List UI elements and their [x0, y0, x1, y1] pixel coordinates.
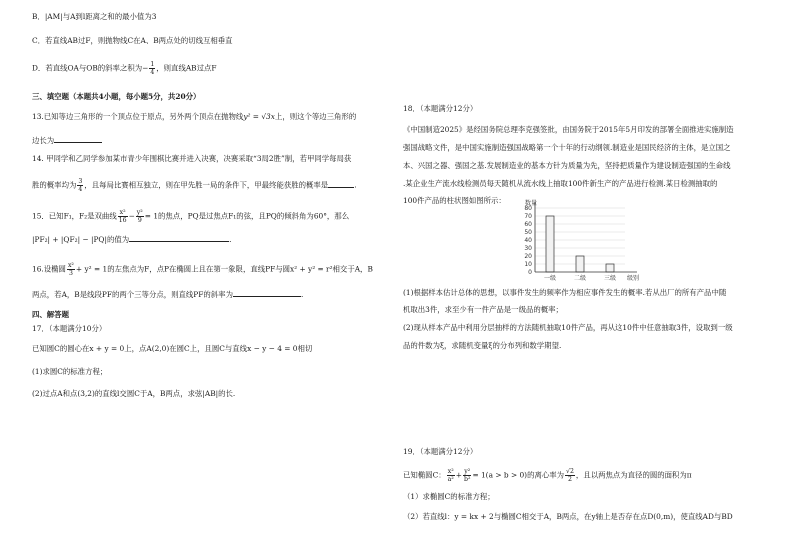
fraction-one-quarter: $\frac{1}{4}$ — [150, 61, 155, 76]
question-18-line1: 《中国制造2025》是经国务院总理李克强签批，由国务院于2015年5月印发的部署全面推进实施制造 — [403, 125, 734, 134]
question-13-line1: 13.已知等边三角形的一个顶点位于原点，另外两个顶点在抛物线y² = √3x上，则这个等边三角形的 — [32, 112, 357, 121]
bar-1 — [546, 216, 554, 272]
y-axis-title: 数量 — [524, 200, 538, 207]
option-d-tail: ，则直线AB过点F — [156, 63, 217, 73]
x-axis-title: 级别 — [626, 275, 640, 282]
parabola-equation: y² = √3x — [243, 112, 275, 121]
bar-chart — [515, 196, 645, 286]
question-14-line2: 胜的概率均为 $\frac{3}{4}$ ，且每局比赛相互独立，则在甲先胜一局的条件下，甲最终能获胜的概率是 . — [32, 178, 357, 193]
x-category-label: 三级 — [603, 275, 617, 282]
question-18-line3: 本、兴国之器、强国之基.发展制造业的基本方针为质量为先，坚持把质量作为建设制造强国的生命线 — [403, 161, 731, 170]
question-16-line2: 两点，若A，B是线段PF的两个三等分点，则直线PF的斜率为 . — [32, 290, 304, 299]
bar-2 — [576, 256, 584, 272]
fraction-three-quarters: $\frac{3}{4}$ — [78, 178, 83, 193]
question-18-part2-line1: (2)现从样本产品中利用分层抽样的方法随机抽取10件产品，再从这10件中任意抽取3件，设取到一级 — [403, 323, 733, 332]
option-c: C．若直线AB过F，则抛物线C在A、B两点处的切线互相垂直 — [32, 36, 233, 45]
answer-blank-16[interactable] — [233, 288, 301, 297]
fraction-y2-b2: $\frac{\text{y²}}{\text{b²}}$ — [463, 468, 471, 483]
answer-blank-15[interactable] — [129, 233, 229, 242]
question-17-part1: (1)求圆C的标准方程； — [32, 367, 108, 376]
bar-3 — [606, 264, 614, 272]
section-answer-title: 四、解答题 — [32, 310, 69, 319]
question-13-line2: 边长为 — [32, 134, 102, 146]
y-tick-label: 80 — [524, 205, 532, 212]
answer-blank-13[interactable] — [54, 134, 102, 143]
question-18-line2: 强国战略文件，是中国实施制造强国战略第一个十年的行动纲领.制造业是国民经济的主体，是立国之 — [403, 143, 731, 152]
y-tick-label: 0 — [528, 269, 532, 276]
question-18-header: 18．（本题满分12分） — [403, 104, 478, 113]
question-17-stem: 已知圆C的圆心在x + y = 0上，点A(2,0)在圆C上，且圆C与直线x − y − 4 = 0相切 — [32, 344, 313, 353]
y-tick-label: 70 — [524, 213, 532, 220]
question-17-header: 17．（本题满分10分） — [32, 324, 107, 333]
question-18-part1-line2: 机取出3件，求至少有一件产品是一级品的概率； — [403, 305, 563, 314]
option-b: B．|AM|与A到l距离之和的最小值为3 — [32, 12, 157, 21]
y-tick-label: 10 — [524, 261, 532, 268]
option-d — [32, 61, 217, 76]
option-d-text: D．若直线OA与OB的斜率之积为 — [32, 63, 143, 73]
answer-blank-14[interactable] — [328, 179, 354, 188]
y-tick-label: 60 — [524, 221, 532, 228]
question-14-line1: 14. 甲同学和乙同学参加某市青少年围棋比赛并进入决赛，决赛采取“3局2胜”制，若甲同学每局获 — [32, 154, 352, 163]
y-tick-label: 50 — [524, 229, 532, 236]
question-18-part1-line1: (1)根据样本估计总体的思想，以事件发生的频率作为相应事件发生的概率.若从出厂的所有产品中随 — [403, 288, 727, 297]
question-16-line1: 16.设椭圆 $\frac{\text{x²}}{3}$ + y² = 1的左焦点为F，点P在椭圆上且在第一象限，直线PF与圆x² + y² = r²相交于A，B — [32, 262, 373, 277]
y-tick-label: 20 — [524, 253, 532, 260]
x-category-label: 一级 — [543, 275, 557, 282]
fraction-x2-a2: $\frac{\text{x²}}{\text{a²}}$ — [447, 468, 454, 483]
fraction-y2-9: $\frac{\text{y²}}{9}$ — [136, 209, 143, 224]
question-18-line5: 100件产品的柱状图如图所示： — [403, 196, 506, 205]
y-tick-label: 30 — [524, 245, 532, 252]
question-19-part2: （2）若直线l：y = kx + 2与椭圆C相交于A，B两点，在y轴上是否存在点D(0,m)，使直线AD与BD — [403, 512, 733, 521]
x-category-label: 二级 — [573, 275, 587, 282]
section-fill-in-title: 三、填空题（本题共4小题，每小题5分，共20分） — [32, 92, 201, 101]
question-15-line1: 15．已知F₁，F₂是双曲线 $\frac{\text{x²}}{16}$ − $\frac{\text{y²}}{9}$ = 1的焦点，PQ是过焦点F₁的弦，且PQ的倾斜角为60°，那么 — [32, 209, 350, 224]
fraction-x2-3: $\frac{\text{x²}}{3}$ — [67, 262, 74, 277]
question-18-line4: .某企业生产流水线检测员每天随机从流水线上抽取100件新生产的产品进行检测.某日检测抽取的 — [403, 179, 718, 188]
question-15-line2: |PF₂| + |QF₂| − |PQ|的值为 . — [32, 235, 232, 244]
minus-sign: − — [142, 63, 149, 73]
question-19-header: 19．（本题满分12分） — [403, 447, 478, 456]
question-17-part2: (2)过点A和点(3,2)的直线l交圆C于A，B两点，求弦|AB|的长. — [32, 389, 236, 398]
question-18-part2-line2: 品的件数为ξ，求随机变量ξ的分布列和数学期望. — [403, 341, 562, 350]
question-19-stem: 已知椭圆C： $\frac{\text{x²}}{\text{a²}}$ + $\frac{\text{y²}}{\text{b²}}$ = 1(a > b > 0)的离心率为 $\frac{√2}{2}$ ，且以两焦点为直径的圆的面积为π — [403, 468, 692, 483]
fraction-root2-2: $\frac{√2}{2}$ — [566, 468, 574, 483]
question-19-part1: （1）求椭圆C的标准方程； — [403, 492, 495, 501]
fraction-x2-16: $\frac{\text{x²}}{16}$ — [118, 209, 127, 224]
y-tick-label: 40 — [524, 237, 532, 244]
